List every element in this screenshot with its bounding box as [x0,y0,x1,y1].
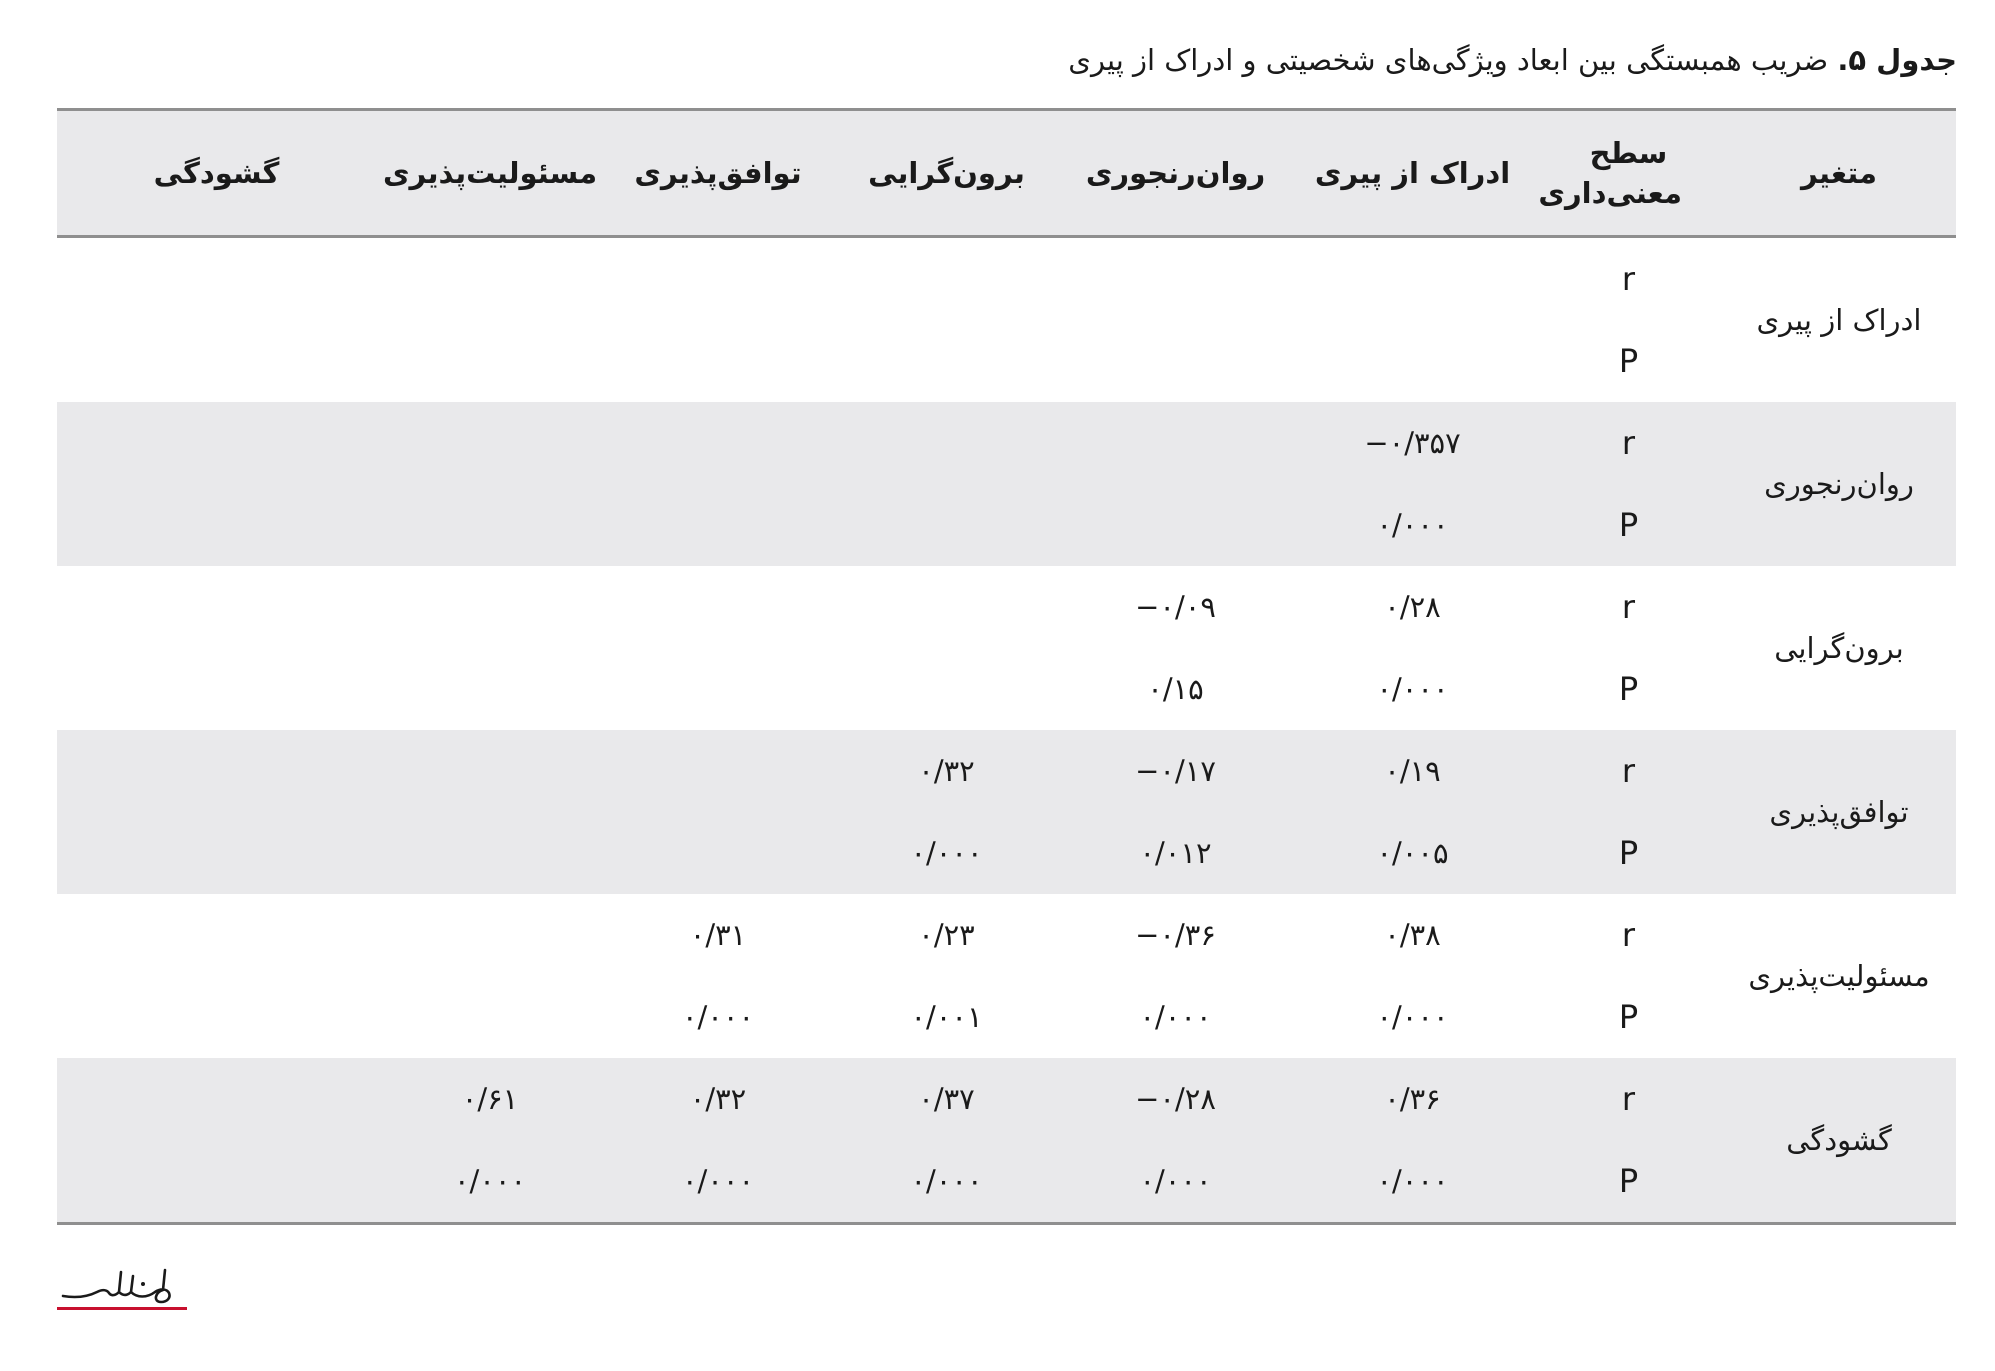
correlation-value: ۰/۳۲ [918,754,975,788]
variable-name-cell: برون‌گرایی [1774,631,1904,665]
correlation-value-cell [604,402,832,484]
correlation-value-cell [604,237,832,321]
p-value: ۰/۰۱۲ [1139,836,1212,870]
table-row [57,484,1956,566]
header-variable: متغیر [1722,110,1956,237]
correlation-value-cell [57,402,376,484]
variable-name-cell: توافق‌پذیری [1722,730,1956,894]
logo-dot [141,1282,145,1286]
stat-p-label: P [1618,998,1639,1036]
correlation-value-cell [604,1058,832,1140]
correlation-value-cell [376,894,604,976]
p-value: ۰/۰۰۰ [681,1000,755,1034]
p-value-cell [604,812,832,894]
correlation-value-cell [1290,730,1535,812]
p-value-cell [1061,812,1290,894]
p-value-cell [376,1140,604,1224]
variable-name-cell: ادراک از پیری [1756,303,1922,337]
p-value-cell [1290,976,1535,1058]
correlation-value: ۰/۳۸ [1384,918,1441,952]
p-value-cell [1290,320,1535,402]
table-row [57,566,1956,648]
correlation-value-cell [604,566,832,648]
correlation-value: −۰/۳۵۷ [1364,426,1461,460]
header-significance-level: سطح معنی‌داری [1535,110,1722,237]
correlation-value-cell [832,730,1061,812]
table-row [57,730,1956,812]
p-value: ۰/۰۰۵ [1376,836,1449,870]
correlation-value-cell [832,566,1061,648]
correlation-value-cell [57,1058,376,1140]
stat-r-label: r [1535,402,1722,484]
p-value-cell [376,812,604,894]
correlation-value: ۰/۲۸ [1384,590,1441,624]
correlation-value-cell [1290,894,1535,976]
correlation-value-cell [832,237,1061,321]
p-value-cell [376,320,604,402]
p-value-cell [376,648,604,730]
correlation-value-cell [57,566,376,648]
table-caption-label: جدول ۵. [1837,43,1957,77]
p-value-cell [832,976,1061,1058]
table-body [57,237,1956,1224]
logo-script-mark [63,1270,170,1302]
table-row [57,320,1956,402]
correlation-value: ۰/۲۳ [918,918,975,952]
p-value-cell [57,976,376,1058]
stat-r-label: r [1621,260,1636,298]
header-extraversion: برون‌گرایی [832,110,1061,237]
correlation-table [57,108,1956,1225]
p-value: ۰/۰۰۰ [1376,508,1449,542]
stat-r-label: r [1621,588,1636,626]
correlation-value: ۰/۶۱ [461,1082,519,1116]
p-value-cell [604,1140,832,1224]
p-value-cell [1290,648,1535,730]
header-conscientiousness: مسئولیت‌پذیری [376,110,604,237]
p-value-cell [57,1140,376,1224]
correlation-value-cell [376,1058,604,1140]
correlation-value-cell [1061,237,1290,321]
correlation-value-cell [1061,894,1290,976]
variable-name-cell: گشودگی [1722,1058,1956,1224]
p-value-cell [1290,1140,1535,1224]
p-value-cell [604,648,832,730]
p-value: ۰/۰۰۰ [453,1164,527,1198]
p-value: ۰/۰۰۰ [1376,672,1449,706]
header-neuroticism: روان‌رنجوری [1061,110,1290,237]
correlation-value-cell [1290,566,1535,648]
p-value-cell [832,648,1061,730]
stat-p-label: P [1535,812,1722,894]
p-value: ۰/۰۰۰ [1376,1164,1449,1198]
p-value-cell [57,812,376,894]
logo-underline [57,1307,187,1310]
table-caption [57,38,1957,82]
table-row [57,1058,1956,1140]
correlation-value-cell [57,730,376,812]
header-row [57,110,1956,237]
header-aging-perception: ادراک از پیری [1290,110,1535,237]
p-value-cell [1290,812,1535,894]
table-row [57,812,1956,894]
p-value-cell [376,976,604,1058]
p-value-cell [832,320,1061,402]
correlation-value-cell [376,402,604,484]
correlation-value: ۰/۳۱ [689,918,747,952]
correlation-value: −۰/۲۸ [1135,1082,1216,1116]
stat-p-label: P [1535,484,1722,566]
p-value: ۰/۰۰۰ [910,1164,983,1198]
header-agreeableness: توافق‌پذیری [604,110,832,237]
stat-p-label: P [1618,670,1639,708]
correlation-value-cell [1061,402,1290,484]
correlation-value-cell [376,566,604,648]
p-value-cell [1061,320,1290,402]
p-value-cell [57,648,376,730]
p-value-cell [57,484,376,566]
correlation-value-cell [57,894,376,976]
correlation-value-cell [57,237,376,321]
p-value-cell [1061,648,1290,730]
p-value: ۰/۰۰۰ [910,836,983,870]
correlation-value-cell [832,894,1061,976]
correlation-value-cell [1061,566,1290,648]
p-value-cell [376,484,604,566]
correlation-value-cell [832,402,1061,484]
correlation-value: −۰/۱۷ [1135,754,1216,788]
header-openness: گشودگی [57,110,376,237]
p-value-cell [1061,976,1290,1058]
correlation-value: ۰/۱۹ [1384,754,1441,788]
table-row [57,1140,1956,1224]
p-value-cell [832,484,1061,566]
correlation-value: ۰/۳۷ [918,1082,975,1116]
variable-name-cell: مسئولیت‌پذیری [1748,959,1930,993]
p-value-cell [832,812,1061,894]
stat-r-label: r [1621,916,1636,954]
p-value-cell [57,320,376,402]
correlation-value-cell [1290,1058,1535,1140]
correlation-value-cell [604,730,832,812]
p-value-cell [1290,484,1535,566]
table-row [57,976,1956,1058]
correlation-value: ۰/۳۶ [1384,1082,1441,1116]
p-value: ۰/۰۰۰ [681,1164,755,1198]
correlation-value-cell [376,730,604,812]
correlation-value: −۰/۰۹ [1135,590,1216,624]
table-row [57,402,1956,484]
p-value-cell [604,320,832,402]
p-value-cell [604,484,832,566]
correlation-value-cell [1061,1058,1290,1140]
table-caption-text: ضریب همبستگی بین ابعاد ویژگی‌های شخصیتی و ادراک از پیری [1068,43,1829,77]
variable-name-cell: روان‌رنجوری [1722,402,1956,566]
stat-p-label: P [1535,1140,1722,1224]
p-value-cell [1061,484,1290,566]
correlation-value: ۰/۳۲ [689,1082,747,1116]
p-value: ۰/۰۰۱ [910,1000,983,1034]
correlation-value: −۰/۳۶ [1135,918,1216,952]
p-value-cell [604,976,832,1058]
stat-p-label: P [1618,342,1639,380]
p-value: ۰/۰۰۰ [1139,1000,1212,1034]
correlation-value-cell [1290,237,1535,321]
table-row [57,648,1956,730]
p-value: ۰/۰۰۰ [1376,1000,1449,1034]
p-value: ۰/۰۰۰ [1139,1164,1212,1198]
correlation-value-cell [604,894,832,976]
stat-r-label: r [1535,1058,1722,1140]
correlation-value-cell [1061,730,1290,812]
stat-r-label: r [1535,730,1722,812]
p-value-cell [1061,1140,1290,1224]
journal-logo [57,1262,187,1314]
correlation-value-cell [1290,402,1535,484]
table-row [57,894,1956,976]
correlation-value-cell [832,1058,1061,1140]
correlation-value-cell [376,237,604,321]
table-row [57,237,1956,321]
p-value: ۰/۱۵ [1147,672,1204,706]
p-value-cell [832,1140,1061,1224]
